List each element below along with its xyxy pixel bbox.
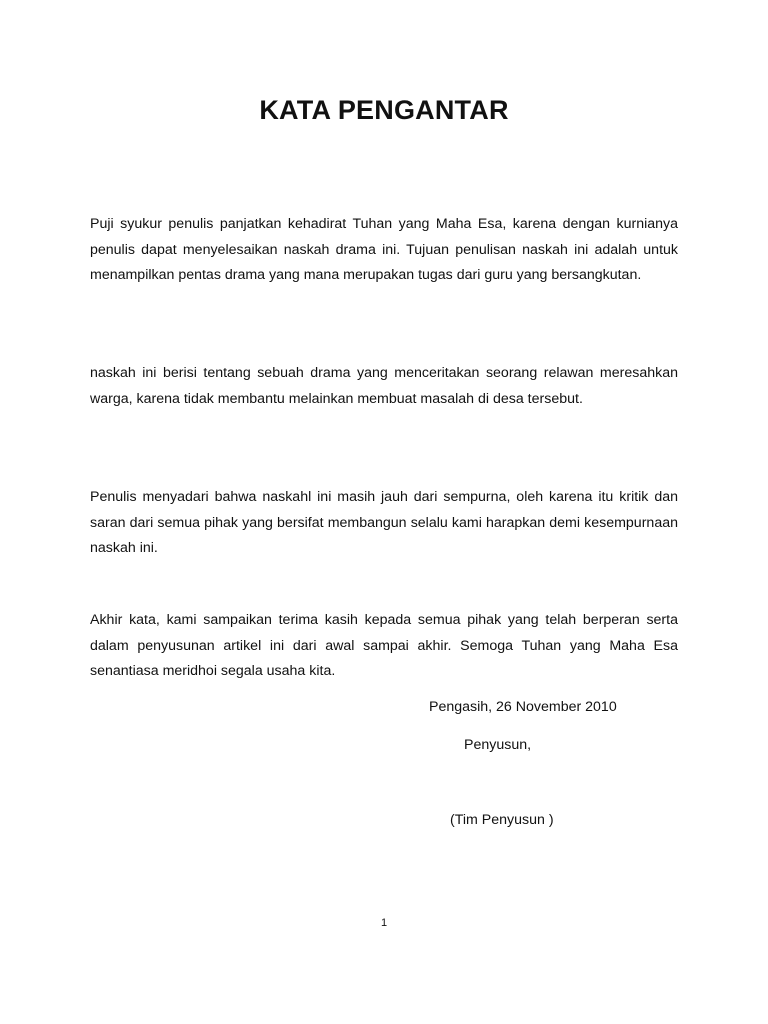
page-number: 1 [380, 917, 388, 929]
page-title: KATA PENGANTAR [259, 95, 509, 125]
paragraph-4: Akhir kata, kami sampaikan terima kasih kepada semua pihak yang telah berperan serta dalam penyusunan artikel ini dari awal sampai akhir. Semoga Tuhan yang Maha Esa senantiasa meridhoi segala usaha kita. [90, 612, 678, 679]
paragraph-2: naskah ini berisi tentang sebuah drama yang menceritakan seorang relawan meresahkan warga, karena tidak membantu melainkan membuat masalah di desa tersebut. [90, 365, 678, 407]
paragraph-3: Penulis menyadari bahwa naskahl ini masih jauh dari sempurna, oleh karena itu kritik dan saran dari semua pihak yang bersifat membangun selalu kami harapkan demi kesempurnaan naskah ini. [90, 489, 678, 556]
paragraph-1: Puji syukur penulis panjatkan kehadirat Tuhan yang Maha Esa, karena dengan kurnianya penulis dapat menyelesaikan naskah drama ini. Tujuan penulisan naskah ini adalah untuk menampilkan pentas drama yang mana merupakan tugas dari guru yang bersangkutan. [90, 216, 678, 283]
signature-place-date: Pengasih, 26 November 2010 [429, 699, 617, 715]
signature-name: (Tim Penyusun ) [450, 812, 554, 828]
signature-role: Penyusun, [464, 737, 532, 753]
